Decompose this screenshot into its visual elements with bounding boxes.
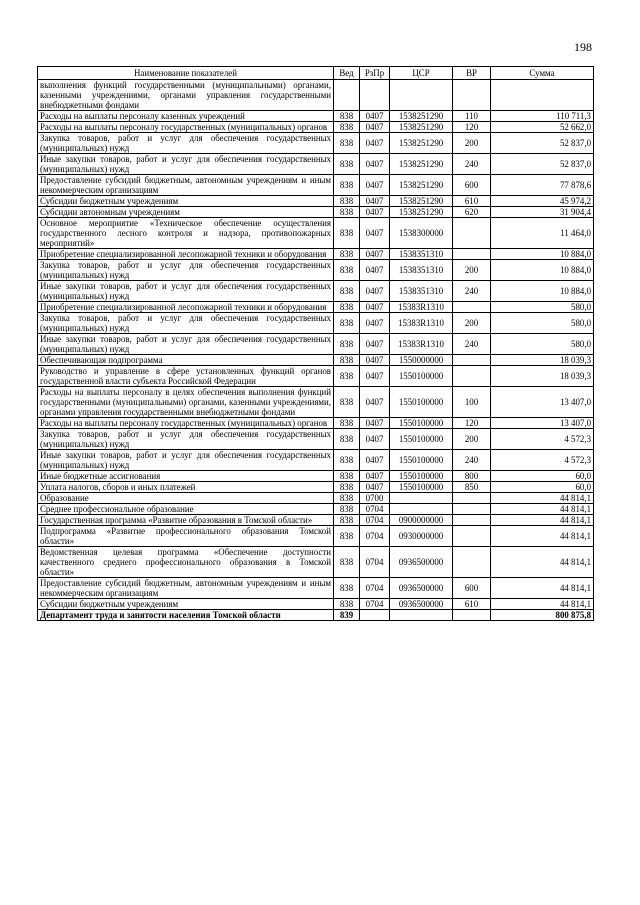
cell-name: Обеспечивающая подпрограмма [38,355,334,366]
cell-sum: 10 884,0 [491,260,594,281]
cell-ved: 838 [334,547,360,578]
cell-rzpr: 0704 [360,599,390,610]
cell-sum: 44 814,1 [491,504,594,515]
cell-name: Закупка товаров, работ и услуг для обеспечения государственных (муниципальных) нужд [38,313,334,334]
cell-sum [491,80,594,111]
table-row [38,471,594,482]
cell-name: выполнения функций государственными (муниципальными) органами, казенными учреждениями, органами управления государственными внебюджетными фондами [38,80,334,111]
table-row [38,547,594,578]
cell-sum: 4 572,3 [491,450,594,471]
table-row [38,175,594,196]
cell-name: Закупка товаров, работ и услуг для обеспечения государственных (муниципальных) нужд [38,260,334,281]
table-row [38,429,594,450]
table-row [38,281,594,302]
cell-ved: 838 [334,387,360,418]
cell-csr: 15383R1310 [390,313,453,334]
cell-vr: 200 [453,260,491,281]
cell-csr: 1550100000 [390,387,453,418]
cell-name: Приобретение специализированной лесопожарной техники и оборудования [38,249,334,260]
cell-vr [453,366,491,387]
cell-csr: 0936500000 [390,547,453,578]
cell-ved: 838 [334,526,360,547]
table-row [38,218,594,249]
cell-name: Предоставление субсидий бюджетным, автономным учреждениям и иным некоммерческим организациям [38,175,334,196]
table-body [38,80,594,621]
cell-sum: 44 814,1 [491,493,594,504]
cell-ved: 838 [334,218,360,249]
cell-sum: 60,0 [491,471,594,482]
cell-sum: 77 878,6 [491,175,594,196]
cell-sum: 44 814,1 [491,599,594,610]
cell-sum: 13 407,0 [491,387,594,418]
cell-name: Расходы на выплаты персоналу в целях обеспечения выполнения функций государственными (муниципальными) органами, казенными учреждениями, органами управления государственными внебюджетными фондами [38,387,334,418]
table-header-row [38,67,594,80]
cell-vr [453,218,491,249]
cell-name: Расходы на выплаты персоналу государственных (муниципальных) органов [38,122,334,133]
cell-ved: 838 [334,504,360,515]
cell-csr: 1550100000 [390,366,453,387]
cell-ved: 838 [334,249,360,260]
cell-vr [453,504,491,515]
cell-csr: 1538351310 [390,281,453,302]
table-row [38,133,594,154]
cell-csr: 1550000000 [390,355,453,366]
table-row [38,599,594,610]
cell-csr: 1538351310 [390,249,453,260]
header-csr: ЦСР [390,67,453,80]
cell-ved: 838 [334,599,360,610]
cell-ved: 838 [334,281,360,302]
header-rzpr: РзПр [360,67,390,80]
cell-ved: 838 [334,482,360,493]
cell-vr: 610 [453,599,491,610]
cell-csr: 0936500000 [390,599,453,610]
cell-rzpr: 0407 [360,133,390,154]
cell-sum: 44 814,1 [491,515,594,526]
cell-rzpr: 0704 [360,515,390,526]
cell-ved: 838 [334,493,360,504]
cell-ved: 838 [334,450,360,471]
cell-ved: 838 [334,122,360,133]
cell-rzpr: 0704 [360,578,390,599]
cell-rzpr: 0407 [360,207,390,218]
cell-rzpr: 0704 [360,526,390,547]
cell-vr: 240 [453,450,491,471]
cell-csr: 1550100000 [390,471,453,482]
cell-name: Образование [38,493,334,504]
cell-ved: 838 [334,154,360,175]
table-row [38,515,594,526]
table-row [38,122,594,133]
cell-name: Уплата налогов, сборов и иных платежей [38,482,334,493]
cell-ved: 838 [334,207,360,218]
table-row [38,249,594,260]
header-ved: Вед [334,67,360,80]
table-row [38,80,594,111]
cell-csr: 15383R1310 [390,334,453,355]
cell-rzpr: 0407 [360,154,390,175]
cell-rzpr [360,80,390,111]
cell-name: Расходы на выплаты персоналу государственных (муниципальных) органов [38,418,334,429]
cell-rzpr: 0407 [360,249,390,260]
cell-csr: 0936500000 [390,578,453,599]
cell-csr: 1550100000 [390,429,453,450]
table-row [38,504,594,515]
cell-name: Ведомственная целевая программа «Обеспечение доступности качественного среднего профессионального образования в Томской области» [38,547,334,578]
table-row [38,355,594,366]
cell-rzpr [360,610,390,621]
cell-rzpr: 0407 [360,418,390,429]
cell-rzpr: 0407 [360,111,390,122]
cell-name: Закупка товаров, работ и услуг для обеспечения государственных (муниципальных) нужд [38,133,334,154]
cell-ved: 839 [334,610,360,621]
cell-sum: 44 814,1 [491,547,594,578]
cell-name: Руководство и управление в сфере установленных функций органов государственной власти субъекта Российской Федерации [38,366,334,387]
cell-rzpr: 0407 [360,334,390,355]
cell-name: Предоставление субсидий бюджетным, автономным учреждениям и иным некоммерческим организациям [38,578,334,599]
table-row [38,334,594,355]
cell-sum: 18 039,3 [491,366,594,387]
cell-rzpr: 0407 [360,302,390,313]
table-row [38,493,594,504]
cell-vr [453,547,491,578]
cell-name: Иные закупки товаров, работ и услуг для обеспечения государственных (муниципальных) нужд [38,281,334,302]
cell-name: Расходы на выплаты персоналу казенных учреждений [38,111,334,122]
table-row [38,610,594,621]
cell-name: Департамент труда и занятости населения Томской области [38,610,334,621]
cell-rzpr: 0700 [360,493,390,504]
cell-sum: 44 814,1 [491,578,594,599]
cell-sum: 4 572,3 [491,429,594,450]
cell-vr [453,610,491,621]
cell-vr [453,80,491,111]
table-row [38,418,594,429]
cell-vr: 600 [453,578,491,599]
cell-sum: 11 464,0 [491,218,594,249]
cell-vr: 240 [453,281,491,302]
cell-rzpr: 0407 [360,260,390,281]
cell-rzpr: 0407 [360,196,390,207]
cell-vr: 240 [453,334,491,355]
cell-sum: 52 837,0 [491,154,594,175]
cell-name: Иные закупки товаров, работ и услуг для обеспечения государственных (муниципальных) нужд [38,450,334,471]
cell-csr: 1538251290 [390,111,453,122]
cell-ved: 838 [334,366,360,387]
cell-csr: 1550100000 [390,450,453,471]
cell-name: Основное мероприятие «Техническое обеспечение осуществления государственного лесного контроля и надзора, противопожарных мероприятий» [38,218,334,249]
table-row [38,482,594,493]
cell-name: Закупка товаров, работ и услуг для обеспечения государственных (муниципальных) нужд [38,429,334,450]
cell-csr: 0930000000 [390,526,453,547]
cell-ved: 838 [334,302,360,313]
cell-vr: 800 [453,471,491,482]
cell-vr [453,355,491,366]
cell-sum: 10 884,0 [491,249,594,260]
cell-csr [390,80,453,111]
table-row [38,260,594,281]
cell-sum: 580,0 [491,334,594,355]
table-row [38,578,594,599]
cell-csr: 1538251290 [390,122,453,133]
cell-rzpr: 0407 [360,175,390,196]
cell-rzpr: 0407 [360,471,390,482]
cell-name: Среднее профессиональное образование [38,504,334,515]
table-row [38,526,594,547]
cell-ved: 838 [334,313,360,334]
cell-vr: 200 [453,313,491,334]
cell-vr [453,515,491,526]
cell-sum: 10 884,0 [491,281,594,302]
cell-sum: 13 407,0 [491,418,594,429]
cell-ved: 838 [334,578,360,599]
cell-rzpr: 0407 [360,218,390,249]
cell-sum: 31 904,4 [491,207,594,218]
cell-name: Субсидии автономным учреждениям [38,207,334,218]
table-row [38,313,594,334]
table-row [38,154,594,175]
table-row [38,366,594,387]
cell-ved: 838 [334,260,360,281]
header-vr: ВР [453,67,491,80]
cell-vr: 240 [453,154,491,175]
cell-vr [453,302,491,313]
cell-vr: 200 [453,429,491,450]
cell-csr: 1538251290 [390,133,453,154]
table-row [38,111,594,122]
cell-ved: 838 [334,196,360,207]
cell-rzpr: 0704 [360,547,390,578]
cell-vr: 600 [453,175,491,196]
cell-rzpr: 0407 [360,281,390,302]
cell-ved: 838 [334,355,360,366]
table-row [38,207,594,218]
cell-vr: 610 [453,196,491,207]
cell-sum: 44 814,1 [491,526,594,547]
cell-vr: 120 [453,122,491,133]
cell-csr: 1550100000 [390,482,453,493]
header-name: Наименование показателей [38,67,334,80]
table-row [38,387,594,418]
cell-csr [390,610,453,621]
cell-rzpr: 0407 [360,313,390,334]
cell-vr: 100 [453,387,491,418]
cell-ved: 838 [334,471,360,482]
cell-ved [334,80,360,111]
cell-csr: 1538351310 [390,260,453,281]
cell-csr: 1538251290 [390,196,453,207]
cell-vr: 200 [453,133,491,154]
cell-vr: 110 [453,111,491,122]
cell-sum: 45 974,2 [491,196,594,207]
page-number: 198 [574,40,592,54]
table-row [38,450,594,471]
cell-sum: 580,0 [491,313,594,334]
cell-csr: 1538251290 [390,154,453,175]
cell-vr: 120 [453,418,491,429]
cell-ved: 838 [334,429,360,450]
cell-ved: 838 [334,334,360,355]
cell-rzpr: 0407 [360,122,390,133]
cell-sum: 18 039,3 [491,355,594,366]
cell-vr: 850 [453,482,491,493]
cell-name: Иные бюджетные ассигнования [38,471,334,482]
cell-sum: 52 662,0 [491,122,594,133]
table-row [38,196,594,207]
cell-csr [390,504,453,515]
cell-name: Субсидии бюджетным учреждениям [38,196,334,207]
table-row [38,302,594,313]
cell-sum: 800 875,8 [491,610,594,621]
cell-name: Подпрограмма «Развитие профессионального образования Томской области» [38,526,334,547]
cell-sum: 60,0 [491,482,594,493]
cell-csr: 1538251290 [390,175,453,196]
cell-vr [453,249,491,260]
cell-sum: 580,0 [491,302,594,313]
cell-ved: 838 [334,133,360,154]
cell-rzpr: 0407 [360,482,390,493]
cell-csr: 1538300000 [390,218,453,249]
cell-csr: 0900000000 [390,515,453,526]
cell-rzpr: 0704 [360,504,390,515]
cell-name: Иные закупки товаров, работ и услуг для обеспечения государственных (муниципальных) нужд [38,334,334,355]
cell-csr: 1550100000 [390,418,453,429]
cell-ved: 838 [334,111,360,122]
cell-rzpr: 0407 [360,366,390,387]
cell-name: Субсидии бюджетным учреждениям [38,599,334,610]
cell-rzpr: 0407 [360,387,390,418]
header-sum: Сумма [491,67,594,80]
cell-csr: 1538251290 [390,207,453,218]
cell-vr [453,493,491,504]
cell-rzpr: 0407 [360,355,390,366]
cell-ved: 838 [334,418,360,429]
cell-rzpr: 0407 [360,450,390,471]
cell-sum: 52 837,0 [491,133,594,154]
cell-sum: 110 711,3 [491,111,594,122]
cell-vr [453,526,491,547]
cell-csr: 15383R1310 [390,302,453,313]
cell-rzpr: 0407 [360,429,390,450]
cell-name: Иные закупки товаров, работ и услуг для обеспечения государственных (муниципальных) нужд [38,154,334,175]
cell-csr [390,493,453,504]
cell-name: Государственная программа «Развитие образования в Томской области» [38,515,334,526]
cell-ved: 838 [334,515,360,526]
cell-ved: 838 [334,175,360,196]
cell-name: Приобретение специализированной лесопожарной техники и оборудования [38,302,334,313]
budget-table [37,66,594,621]
cell-vr: 620 [453,207,491,218]
